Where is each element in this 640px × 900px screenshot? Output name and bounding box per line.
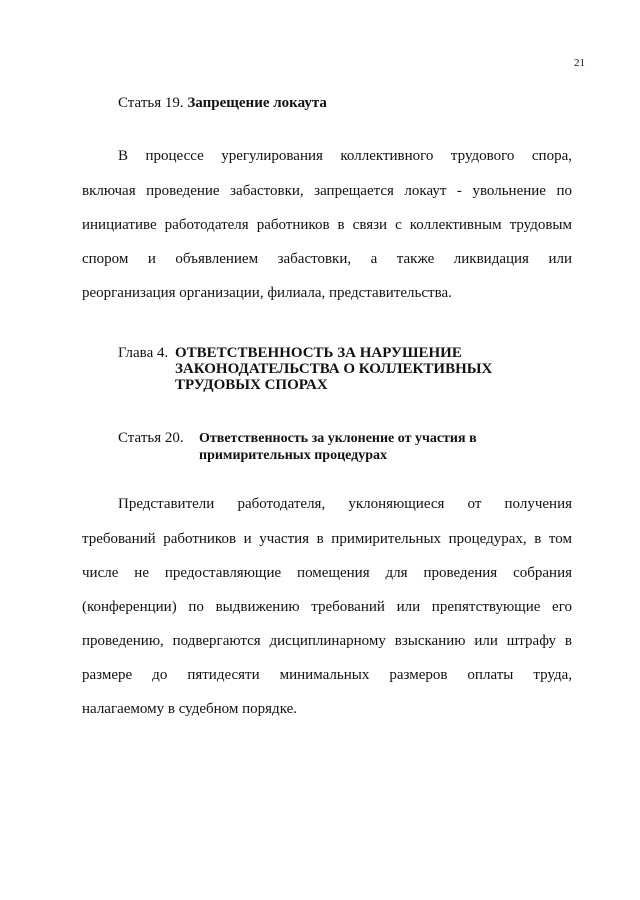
article-19-title: Запрещение локаута bbox=[187, 95, 327, 111]
chapter-4-title-line: ТРУДОВЫХ СПОРАХ bbox=[175, 377, 328, 393]
paragraph-line: размере до пятидесяти минимальных размеров оплаты труда, bbox=[82, 667, 572, 683]
paragraph-line: требований работников и участия в примирительных процедурах, в том bbox=[82, 531, 572, 547]
paragraph-line: налагаемому в судебном порядке. bbox=[82, 701, 298, 717]
paragraph-line: проведению, подвергаются дисциплинарному взысканию или штрафу в bbox=[82, 633, 572, 649]
paragraph-line: Представители работодателя, уклоняющиеся от получения bbox=[118, 496, 572, 512]
paragraph-line: включая проведение забастовки, запрещается локаут - увольнение по bbox=[82, 183, 572, 199]
paragraph-line: реорганизация организации, филиала, представительства. bbox=[82, 285, 452, 301]
article-20-title-line: примирительных процедурах bbox=[199, 448, 388, 463]
paragraph-line: числе не предоставляющие помещения для проведения собрания bbox=[82, 565, 572, 581]
paragraph-line: (конференции) по выдвижению требований или препятствующие его bbox=[82, 599, 572, 615]
chapter-4-title-line: ЗАКОНОДАТЕЛЬСТВА О КОЛЛЕКТИВНЫХ bbox=[175, 361, 493, 377]
article-19-heading bbox=[118, 93, 327, 113]
chapter-4-title-line: ОТВЕТСТВЕННОСТЬ ЗА НАРУШЕНИЕ bbox=[175, 345, 462, 361]
page-number: 21 bbox=[574, 57, 585, 69]
chapter-4-label: Глава 4. bbox=[118, 345, 169, 361]
paragraph-line: В процессе урегулирования коллективного трудового спора, bbox=[118, 148, 572, 164]
paragraph-line: инициативе работодателя работников в связи с коллективным трудовым bbox=[82, 217, 572, 233]
article-19-label: Статья 19. bbox=[118, 95, 188, 111]
paragraph-line: спором и объявлением забастовки, а также ликвидация или bbox=[82, 251, 572, 267]
article-20-title-line: Ответственность за уклонение от участия в bbox=[199, 431, 477, 446]
article-20-label: Статья 20. bbox=[118, 430, 184, 446]
